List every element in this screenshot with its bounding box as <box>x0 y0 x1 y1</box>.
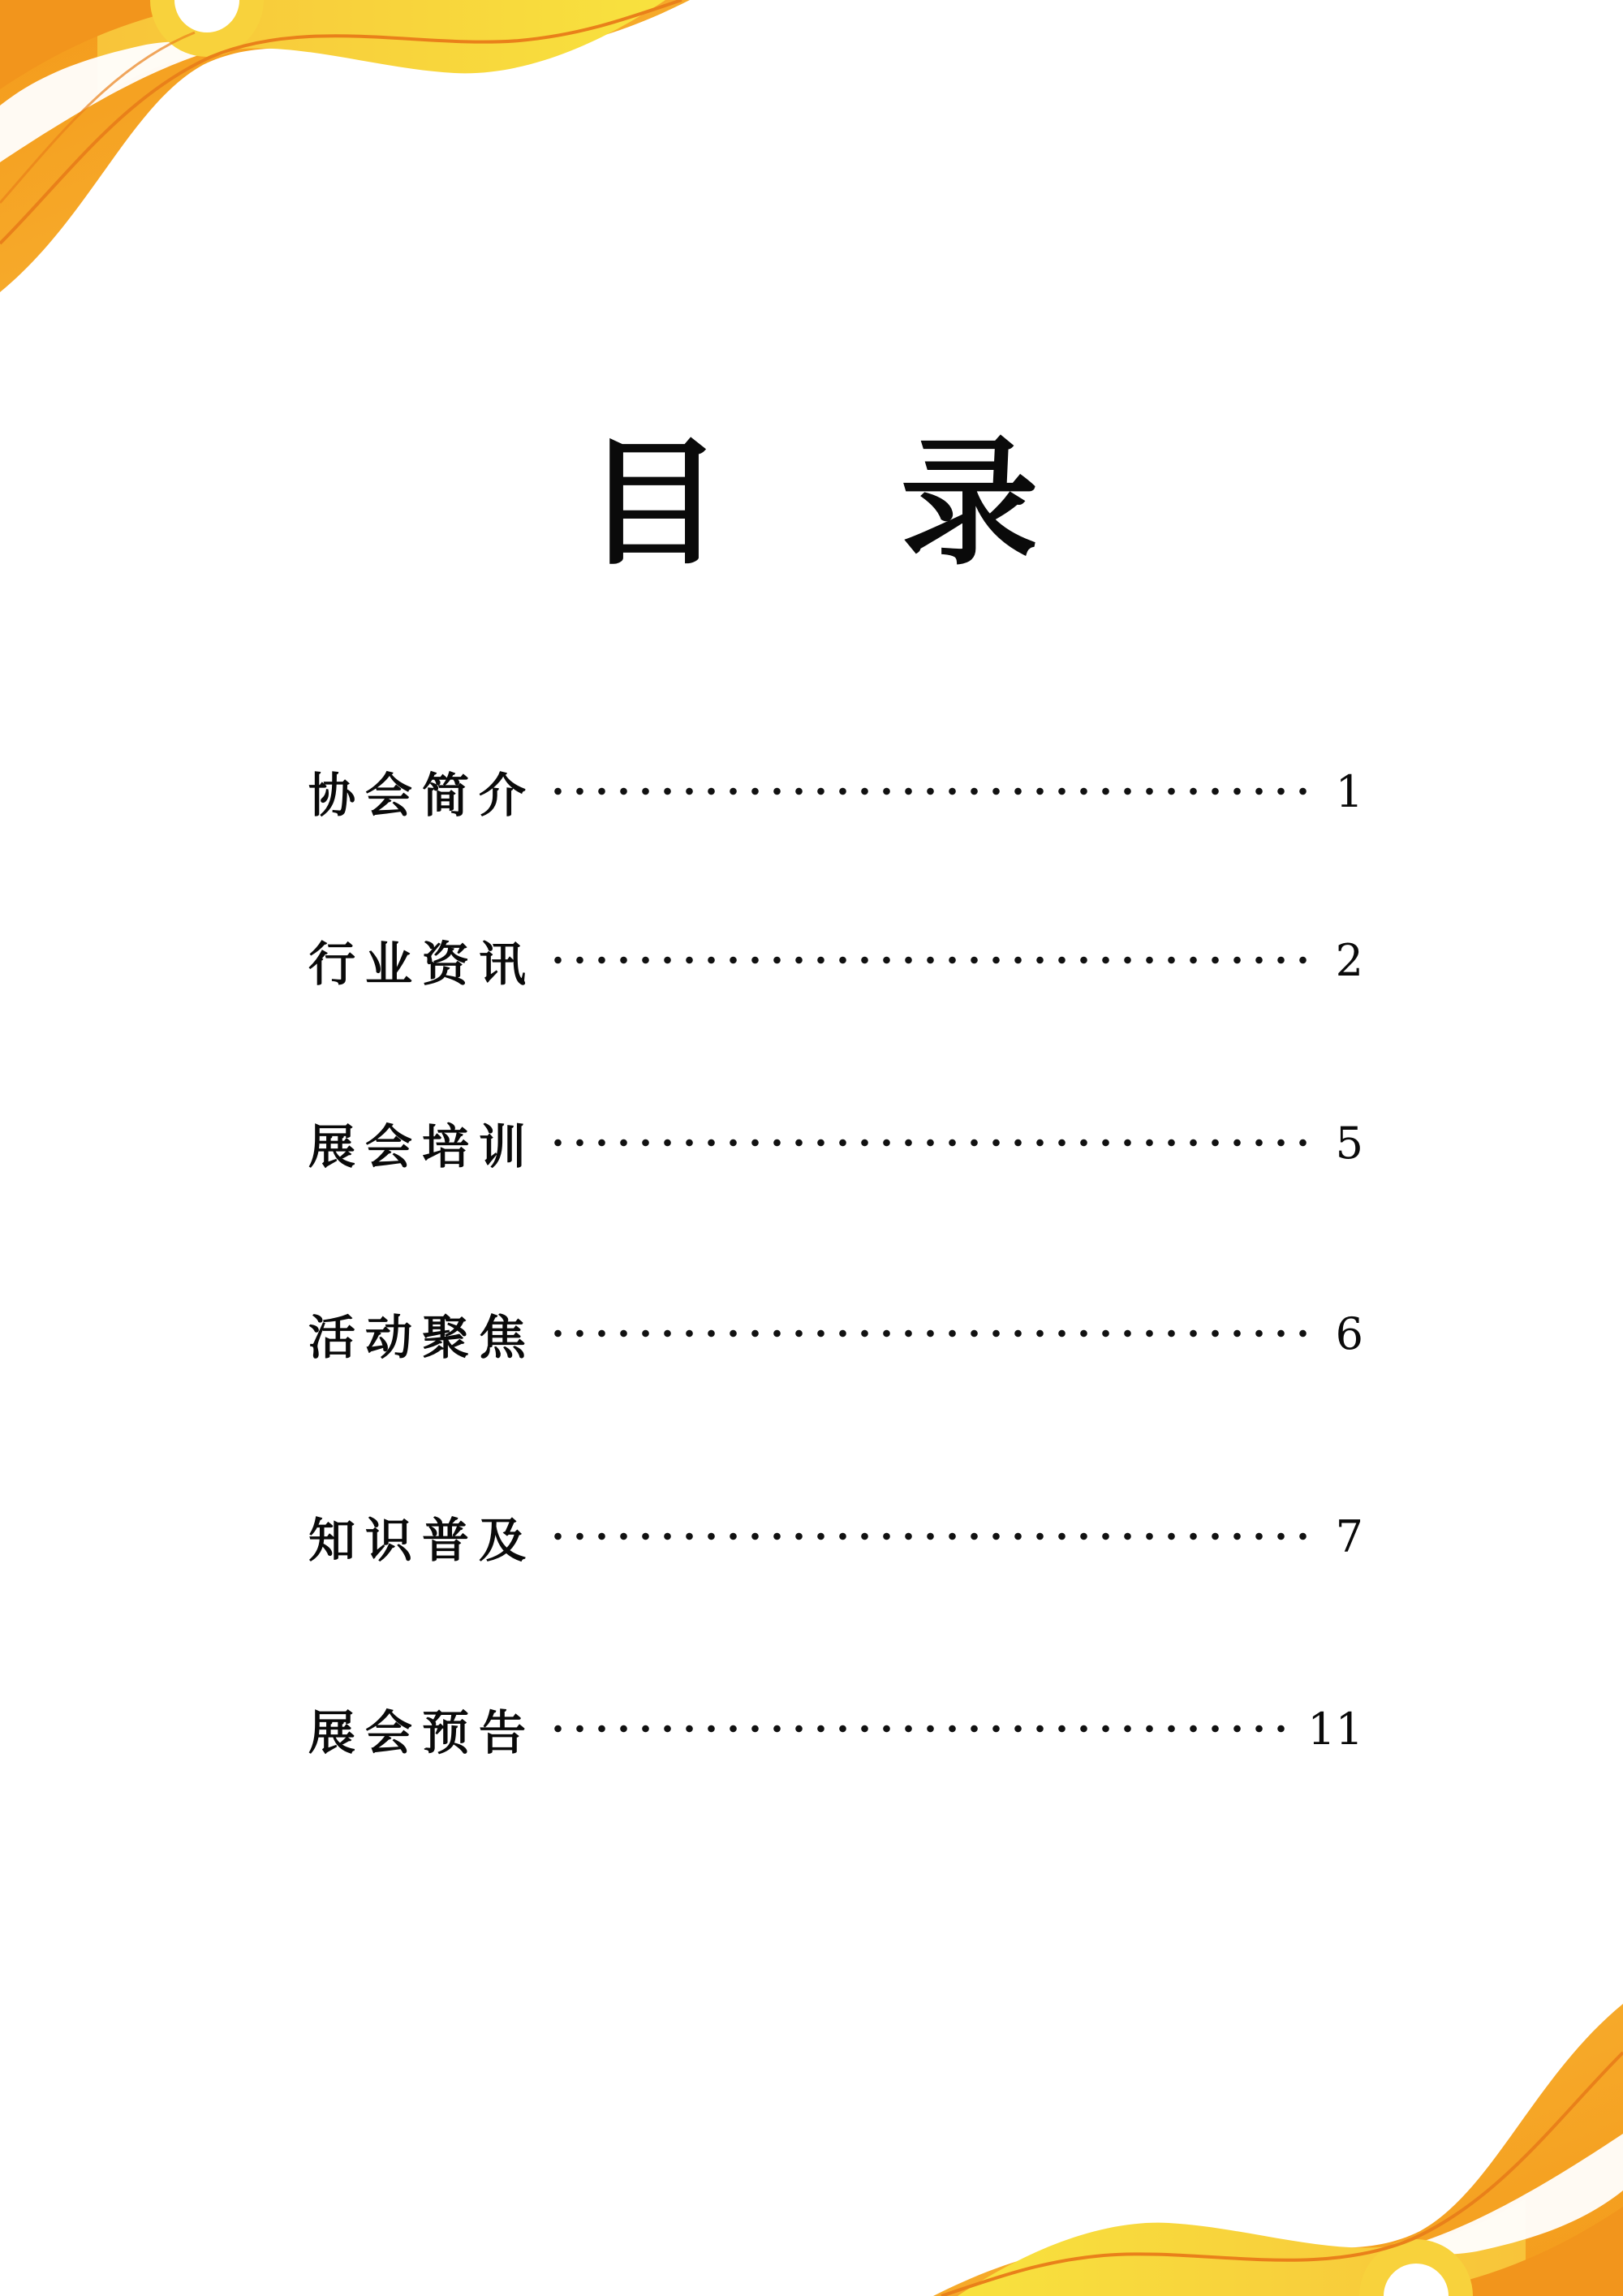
toc-dot-leader <box>547 1532 1310 1540</box>
toc-dot-leader <box>547 787 1310 795</box>
toc-entry-association-intro[interactable] <box>308 759 1363 824</box>
toc-entry-exhibition-preview[interactable] <box>308 1696 1363 1761</box>
toc-entry-exhibition-training[interactable] <box>308 1110 1363 1175</box>
toc-dot-leader <box>547 1725 1299 1733</box>
toc-entry-knowledge[interactable] <box>308 1504 1363 1569</box>
toc-page-number: 11 <box>1307 1703 1363 1755</box>
toc-entry-label: 协会简介 <box>308 768 536 823</box>
toc-entry-label: 活动聚焦 <box>308 1310 536 1365</box>
toc-page-number: 1 <box>1335 765 1363 817</box>
toc-page-number: 5 <box>1335 1117 1363 1169</box>
toc-entry-label: 展会预告 <box>308 1705 536 1760</box>
top-left-wave-decoration <box>0 0 730 308</box>
toc-dot-leader <box>547 1139 1310 1147</box>
toc-entry-label: 行业资讯 <box>308 937 536 992</box>
toc-dot-leader <box>547 956 1310 964</box>
toc-entry-activity-focus[interactable] <box>308 1301 1363 1366</box>
toc-page-number: 2 <box>1335 934 1363 986</box>
toc-page-number: 7 <box>1335 1510 1363 1562</box>
bottom-right-wave-decoration <box>893 1988 1623 2296</box>
page-title: 目 录 <box>584 422 1104 584</box>
toc-entry-industry-news[interactable] <box>308 928 1363 993</box>
toc-entry-label: 知识普及 <box>308 1513 536 1568</box>
toc-page-number: 6 <box>1335 1307 1363 1359</box>
toc-dot-leader <box>547 1329 1310 1338</box>
toc-entry-label: 展会培训 <box>308 1119 536 1174</box>
